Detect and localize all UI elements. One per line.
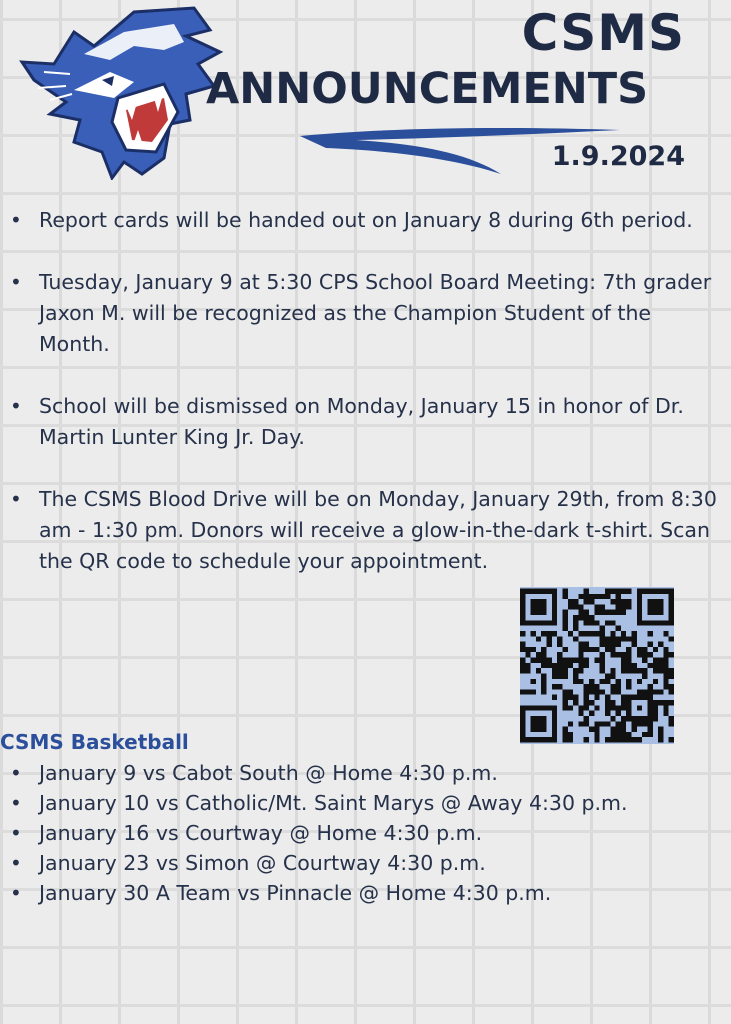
bullet-icon: •: [10, 208, 22, 232]
announcement-date: 1.9.2024: [551, 141, 685, 172]
title-csms: CSMS: [521, 4, 685, 62]
list-item: [0, 484, 731, 577]
announcement-text: Report cards will be handed out on January 8 during 6th period.: [39, 208, 693, 232]
bullet-icon: •: [10, 821, 22, 845]
bullet-icon: •: [10, 394, 22, 418]
list-item: [0, 758, 731, 788]
game-text: January 10 vs Catholic/Mt. Saint Marys @ Away 4:30 p.m.: [39, 791, 628, 815]
list-item: [0, 848, 731, 878]
bullet-icon: •: [10, 487, 22, 511]
bullet-icon: •: [10, 851, 22, 875]
bullet-icon: •: [10, 881, 22, 905]
qr-code-icon[interactable]: [520, 587, 674, 744]
list-item: [0, 788, 731, 818]
announcement-text: School will be dismissed on Monday, January 15 in honor of Dr. Martin Lunter King Jr. Day.: [39, 394, 684, 449]
list-item: [0, 391, 731, 453]
announcement-list: [0, 205, 731, 577]
bullet-icon: •: [10, 270, 22, 294]
list-item: [0, 818, 731, 848]
announcement-text: Tuesday, January 9 at 5:30 CPS School Board Meeting: 7th grader Jaxon M. will be recognized as the Champion Student of the Month.: [39, 270, 712, 356]
bullet-icon: •: [10, 791, 22, 815]
game-text: January 23 vs Simon @ Courtway 4:30 p.m.: [39, 851, 486, 875]
game-text: January 9 vs Cabot South @ Home 4:30 p.m.: [39, 761, 498, 785]
announcement-text: The CSMS Blood Drive will be on Monday, January 29th, from 8:30 am - 1:30 pm. Donors will receive a glow-in-the-dark t-shirt. Scan the QR code to schedule your appointment.: [39, 487, 717, 573]
list-item: [0, 267, 731, 360]
game-text: January 30 A Team vs Pinnacle @ Home 4:30 p.m.: [39, 881, 552, 905]
game-text: January 16 vs Courtway @ Home 4:30 p.m.: [39, 821, 483, 845]
basketball-heading: CSMS Basketball: [0, 730, 189, 754]
wildcat-mascot-icon: [14, 2, 224, 180]
title-announcements: ANNOUNCEMENTS: [206, 64, 649, 114]
list-item: [0, 205, 731, 236]
list-item: [0, 878, 731, 908]
basketball-schedule: [0, 758, 731, 908]
bullet-icon: •: [10, 761, 22, 785]
